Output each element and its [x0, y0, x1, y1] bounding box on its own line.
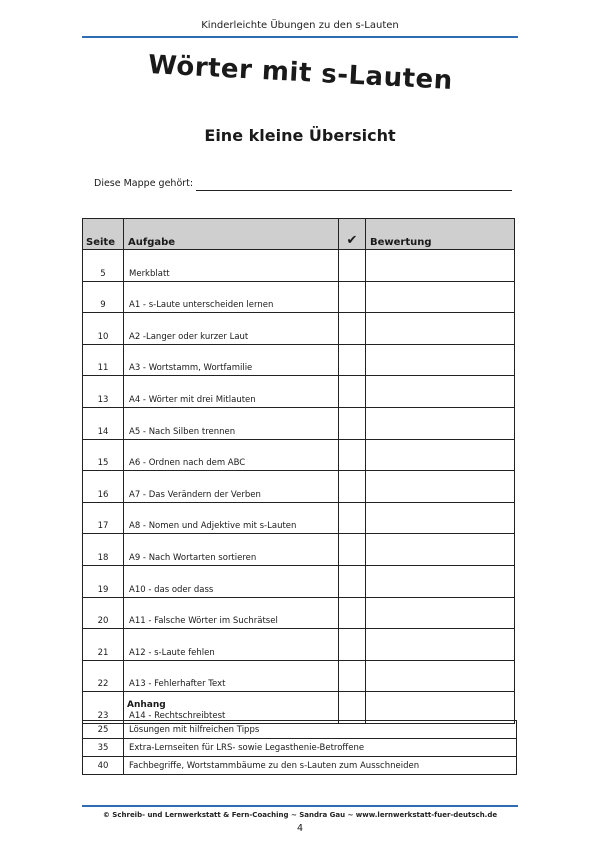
- row-bewertung-cell[interactable]: [366, 534, 515, 566]
- page-number: 4: [296, 823, 304, 834]
- row-check-cell[interactable]: [339, 660, 366, 692]
- page-title: [0, 50, 600, 96]
- table-row: [83, 376, 515, 408]
- row-bewertung-cell[interactable]: [366, 597, 515, 629]
- row-aufgabe: A6 - Ordnen nach dem ABC: [124, 439, 339, 471]
- page-title-text: Wörter mit s-Lauten: [147, 50, 453, 96]
- row-seite: 5: [83, 250, 124, 282]
- appendix-aufgabe: Lösungen mit hilfreichen Tipps: [124, 721, 517, 739]
- table-row: [83, 502, 515, 534]
- appendix-seite: 35: [83, 739, 124, 757]
- row-aufgabe: A1 - s-Laute unterscheiden lernen: [124, 281, 339, 313]
- row-bewertung-cell[interactable]: [366, 313, 515, 345]
- appendix-seite: 40: [83, 757, 124, 775]
- row-bewertung-cell[interactable]: [366, 376, 515, 408]
- row-seite: 20: [83, 597, 124, 629]
- row-aufgabe: A5 - Nach Silben trennen: [124, 407, 339, 439]
- table-row: [83, 565, 515, 597]
- row-aufgabe: A7 - Das Verändern der Verben: [124, 471, 339, 503]
- row-aufgabe: A12 - s-Laute fehlen: [124, 629, 339, 661]
- row-aufgabe: Merkblatt: [124, 250, 339, 282]
- owner-name-line: [196, 190, 512, 191]
- row-check-cell[interactable]: [339, 407, 366, 439]
- running-header: Kinderleichte Übungen zu den s-Lauten: [201, 20, 399, 31]
- owner-label: Diese Mappe gehört:: [94, 178, 194, 189]
- row-bewertung-cell[interactable]: [366, 407, 515, 439]
- row-seite: 11: [83, 344, 124, 376]
- table-row: [83, 250, 515, 282]
- table-header-row: [83, 219, 515, 250]
- table-row: [83, 629, 515, 661]
- appendix-aufgabe: Extra-Lernseiten für LRS- sowie Legasthenie-Betroffene: [124, 739, 517, 757]
- row-seite: 9: [83, 281, 124, 313]
- header-rule: [82, 36, 518, 38]
- row-seite: 23: [83, 692, 124, 724]
- table-row: [83, 660, 515, 692]
- row-aufgabe: A2 -Langer oder kurzer Laut: [124, 313, 339, 345]
- row-seite: 18: [83, 534, 124, 566]
- row-aufgabe: A4 - Wörter mit drei Mitlauten: [124, 376, 339, 408]
- row-bewertung-cell[interactable]: [366, 629, 515, 661]
- header-bewertung: Bewertung: [366, 219, 515, 250]
- row-check-cell[interactable]: [339, 534, 366, 566]
- row-check-cell[interactable]: [339, 344, 366, 376]
- table-row: [83, 757, 517, 775]
- checkmark-icon: ✔: [339, 219, 366, 250]
- row-bewertung-cell[interactable]: [366, 471, 515, 503]
- footer-copyright: © Schreib- und Lernwerkstatt & Fern-Coaching ~ Sandra Gau ~ www.lernwerkstatt-fuer-deutsch.de: [102, 811, 498, 819]
- row-check-cell[interactable]: [339, 597, 366, 629]
- row-check-cell[interactable]: [339, 250, 366, 282]
- row-bewertung-cell[interactable]: [366, 344, 515, 376]
- overview-table: [82, 218, 515, 724]
- table-row: [83, 313, 515, 345]
- table-row: [83, 534, 515, 566]
- table-row: [83, 721, 517, 739]
- row-check-cell[interactable]: [339, 629, 366, 661]
- anhang-label: Anhang: [127, 700, 166, 710]
- appendix-table: [82, 720, 517, 775]
- row-bewertung-cell[interactable]: [366, 502, 515, 534]
- row-check-cell[interactable]: [339, 313, 366, 345]
- row-aufgabe: A3 - Wortstamm, Wortfamilie: [124, 344, 339, 376]
- row-seite: 13: [83, 376, 124, 408]
- row-seite: 17: [83, 502, 124, 534]
- row-bewertung-cell[interactable]: [366, 281, 515, 313]
- table-row: [83, 597, 515, 629]
- table-row: [83, 739, 517, 757]
- row-seite: 10: [83, 313, 124, 345]
- row-aufgabe: A10 - das oder dass: [124, 565, 339, 597]
- row-check-cell[interactable]: [339, 502, 366, 534]
- footer-rule: [82, 805, 518, 807]
- row-aufgabe: A11 - Falsche Wörter im Suchrätsel: [124, 597, 339, 629]
- row-seite: 21: [83, 629, 124, 661]
- page-subtitle: Eine kleine Übersicht: [204, 126, 396, 145]
- row-aufgabe: A8 - Nomen und Adjektive mit s-Lauten: [124, 502, 339, 534]
- row-aufgabe: A14 - Rechtschreibtest: [124, 692, 339, 724]
- row-check-cell[interactable]: [339, 281, 366, 313]
- row-check-cell[interactable]: [339, 565, 366, 597]
- row-check-cell[interactable]: [339, 376, 366, 408]
- row-seite: 16: [83, 471, 124, 503]
- appendix-seite: 25: [83, 721, 124, 739]
- row-check-cell[interactable]: [339, 692, 366, 724]
- row-bewertung-cell[interactable]: [366, 439, 515, 471]
- row-bewertung-cell[interactable]: [366, 692, 515, 724]
- row-check-cell[interactable]: [339, 439, 366, 471]
- table-row: [83, 439, 515, 471]
- table-row: [83, 407, 515, 439]
- row-bewertung-cell[interactable]: [366, 660, 515, 692]
- header-seite: Seite: [83, 219, 124, 250]
- row-check-cell[interactable]: [339, 471, 366, 503]
- header-aufgabe: Aufgabe: [124, 219, 339, 250]
- row-seite: 19: [83, 565, 124, 597]
- row-seite: 22: [83, 660, 124, 692]
- row-bewertung-cell[interactable]: [366, 565, 515, 597]
- table-row: [83, 281, 515, 313]
- appendix-aufgabe: Fachbegriffe, Wortstammbäume zu den s-Lauten zum Ausschneiden: [124, 757, 517, 775]
- table-row: [83, 471, 515, 503]
- row-seite: 15: [83, 439, 124, 471]
- row-bewertung-cell[interactable]: [366, 250, 515, 282]
- row-aufgabe: A9 - Nach Wortarten sortieren: [124, 534, 339, 566]
- row-aufgabe: A13 - Fehlerhafter Text: [124, 660, 339, 692]
- row-seite: 14: [83, 407, 124, 439]
- table-row: [83, 344, 515, 376]
